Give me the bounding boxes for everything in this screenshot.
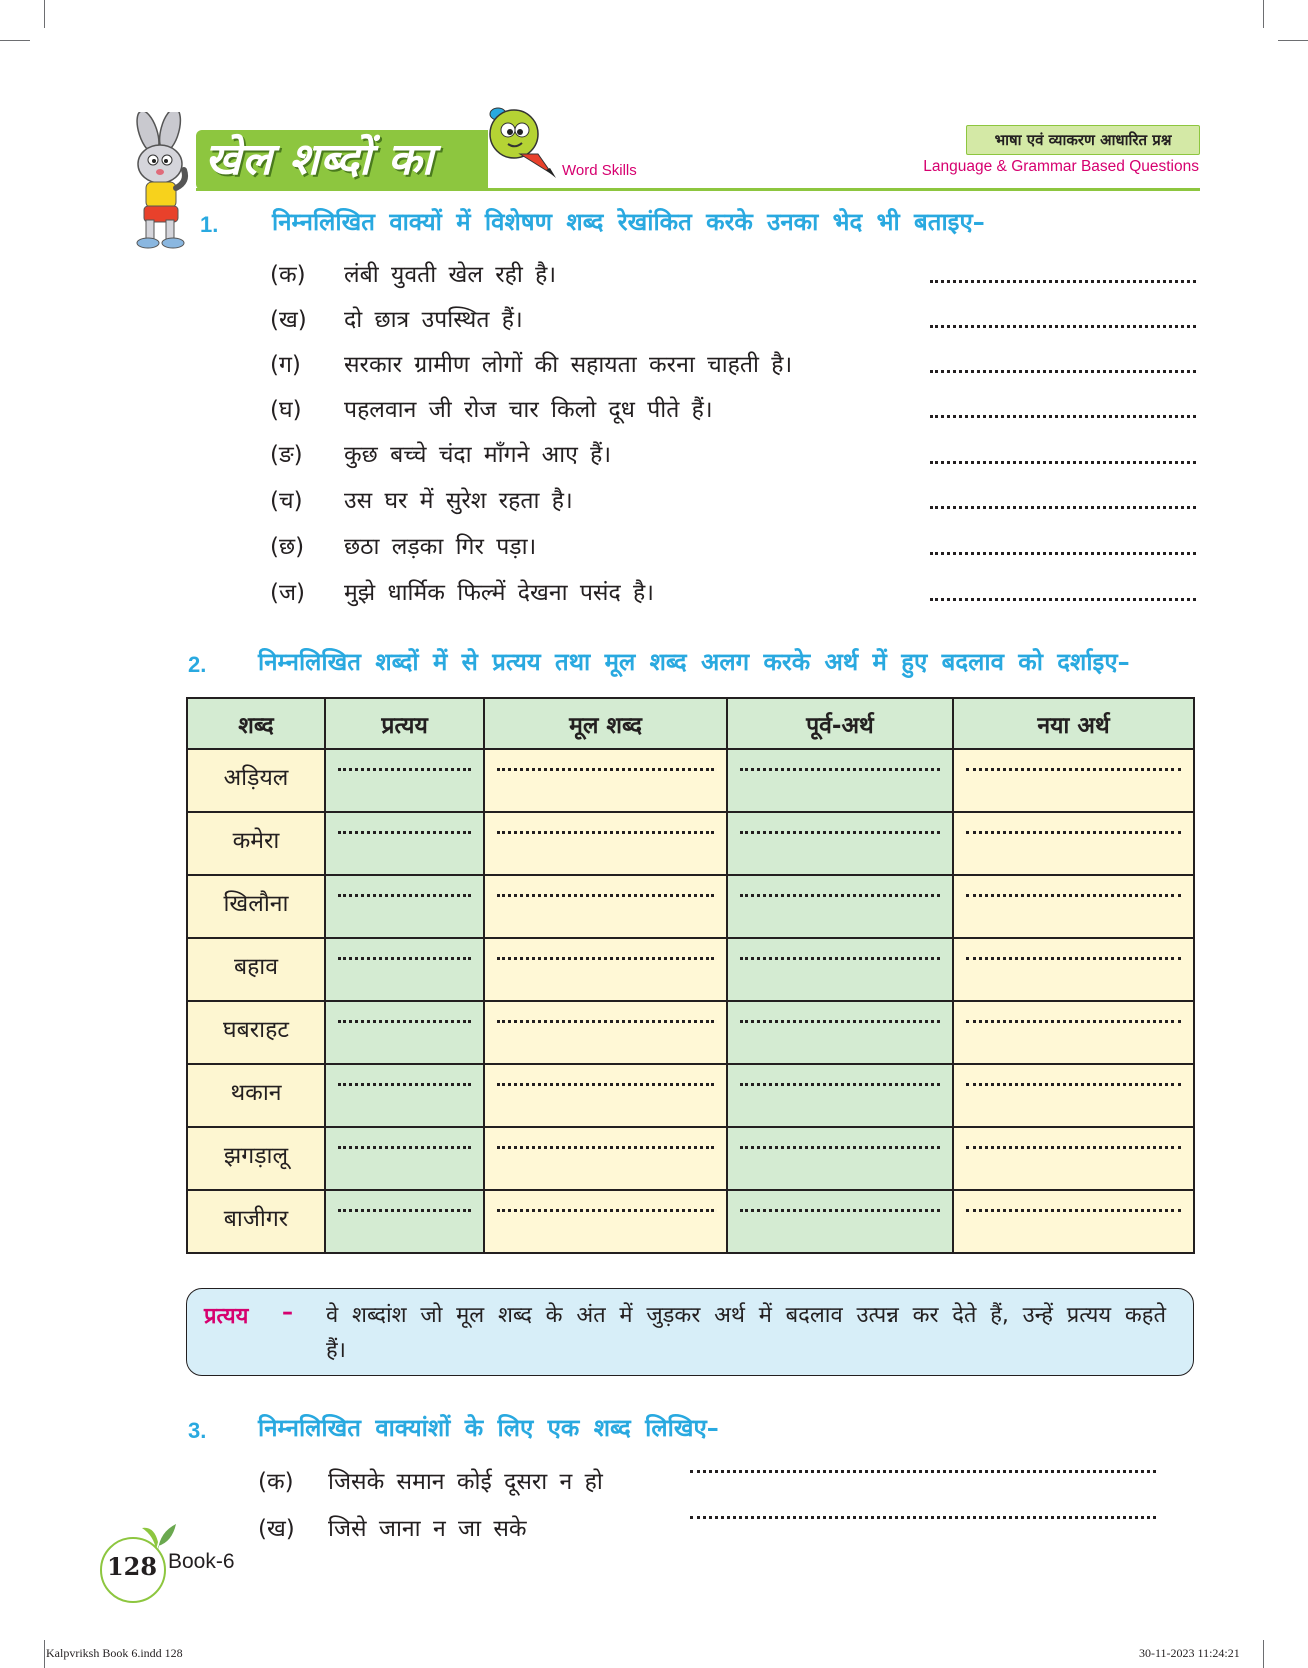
q1-item-text: दो छात्र उपस्थित हैं। <box>344 307 523 333</box>
answer-line <box>740 1020 940 1023</box>
q1-item-text: पहलवान जी रोज चार किलो दूध पीते हैं। <box>344 397 713 423</box>
q3-item-text: जिसके समान कोई दूसरा न हो <box>328 1469 603 1495</box>
q1-item-label: (घ) <box>270 397 302 423</box>
answer-cell[interactable] <box>484 812 727 875</box>
crop-mark <box>44 0 45 28</box>
answer-cell[interactable] <box>484 875 727 938</box>
answer-line[interactable] <box>930 280 1196 283</box>
definition-dash: – <box>282 1300 293 1325</box>
answer-cell[interactable] <box>727 749 953 812</box>
answer-line <box>740 1083 940 1086</box>
answer-line <box>338 768 471 771</box>
word-cell: थकान <box>187 1064 325 1127</box>
answer-line <box>740 831 940 834</box>
table-row <box>187 1190 1194 1253</box>
page-number: 128 <box>106 1552 158 1581</box>
answer-cell[interactable] <box>727 1127 953 1190</box>
q1-item-text: सरकार ग्रामीण लोगों की सहायता करना चाहती है। <box>344 352 793 378</box>
table-row <box>187 812 1194 875</box>
answer-cell[interactable] <box>484 1127 727 1190</box>
answer-line <box>497 1209 714 1212</box>
answer-line <box>966 957 1181 960</box>
table-row <box>187 1064 1194 1127</box>
answer-cell[interactable] <box>325 812 484 875</box>
q1-item-label: (क) <box>270 262 306 288</box>
table-row <box>187 938 1194 1001</box>
answer-cell[interactable] <box>325 1064 484 1127</box>
pencil-mascot-icon <box>480 102 562 182</box>
answer-line <box>966 1020 1181 1023</box>
answer-line <box>497 1020 714 1023</box>
col-header: पूर्व-अर्थ <box>727 698 953 749</box>
answer-line[interactable] <box>930 506 1196 509</box>
answer-line <box>740 894 940 897</box>
q3-number: 3. <box>188 1418 207 1443</box>
header-rule <box>196 188 1200 191</box>
rabbit-mascot-icon <box>118 112 208 252</box>
col-header: शब्द <box>187 698 325 749</box>
answer-cell[interactable] <box>727 812 953 875</box>
answer-line <box>740 957 940 960</box>
answer-cell[interactable] <box>325 1001 484 1064</box>
answer-cell[interactable] <box>325 875 484 938</box>
answer-cell[interactable] <box>727 875 953 938</box>
answer-line[interactable] <box>690 1470 1156 1473</box>
answer-cell[interactable] <box>325 938 484 1001</box>
answer-line <box>966 894 1181 897</box>
definition-term: प्रत्यय <box>204 1304 249 1329</box>
crop-mark <box>1263 0 1264 28</box>
answer-cell[interactable] <box>727 1001 953 1064</box>
q3-instruction: निम्नलिखित वाक्यांशों के लिए एक शब्द लिखिए– <box>258 1414 719 1442</box>
word-cell: अड़ियल <box>187 749 325 812</box>
crop-mark <box>1278 40 1308 41</box>
answer-cell[interactable] <box>953 875 1194 938</box>
answer-cell[interactable] <box>953 1064 1194 1127</box>
answer-line <box>740 768 940 771</box>
answer-line <box>740 1146 940 1149</box>
answer-line <box>497 894 714 897</box>
file-slug: Kalpvriksh Book 6.indd 128 <box>46 1646 183 1660</box>
answer-line <box>338 1146 471 1149</box>
word-cell: कमेरा <box>187 812 325 875</box>
table-row <box>187 749 1194 812</box>
answer-line <box>966 1209 1181 1212</box>
answer-cell[interactable] <box>325 749 484 812</box>
q3-item-text: जिसे जाना न जा सके <box>328 1516 527 1542</box>
answer-line[interactable] <box>930 415 1196 418</box>
answer-line <box>740 1209 940 1212</box>
answer-cell[interactable] <box>484 938 727 1001</box>
answer-line <box>338 1209 471 1212</box>
q1-item-label: (ङ) <box>270 442 303 468</box>
crop-mark <box>44 1640 45 1668</box>
word-cell: खिलौना <box>187 875 325 938</box>
q1-item-label: (ख) <box>270 307 307 333</box>
answer-line[interactable] <box>690 1516 1156 1519</box>
q1-item-text: छठा लड़का गिर पड़ा। <box>344 534 537 560</box>
q2-number: 2. <box>188 652 207 677</box>
word-cell: बहाव <box>187 938 325 1001</box>
answer-line <box>966 1146 1181 1149</box>
answer-line <box>338 831 471 834</box>
book-label: Book-6 <box>168 1550 235 1573</box>
answer-cell[interactable] <box>727 938 953 1001</box>
answer-cell[interactable] <box>325 1127 484 1190</box>
answer-line <box>966 1083 1181 1086</box>
datetime-slug: 30-11-2023 11:24:21 <box>1139 1646 1240 1660</box>
answer-cell[interactable] <box>484 749 727 812</box>
answer-line <box>497 831 714 834</box>
q3-item-label: (ख) <box>258 1516 295 1542</box>
answer-line[interactable] <box>930 325 1196 328</box>
answer-cell[interactable] <box>953 1001 1194 1064</box>
table-header-row <box>187 698 1194 749</box>
section-tag-hindi: भाषा एवं व्याकरण आधारित प्रश्न <box>966 125 1200 155</box>
suffix-table <box>186 697 1195 1254</box>
answer-line[interactable] <box>930 461 1196 464</box>
table-row <box>187 875 1194 938</box>
answer-line[interactable] <box>930 598 1196 601</box>
table-row <box>187 1001 1194 1064</box>
q1-number: 1. <box>200 212 219 237</box>
q1-item-label: (च) <box>270 488 303 514</box>
table-row <box>187 1127 1194 1190</box>
answer-line <box>497 1083 714 1086</box>
answer-line <box>338 894 471 897</box>
word-cell: बाजीगर <box>187 1190 325 1253</box>
answer-line <box>338 1083 471 1086</box>
q1-instruction: निम्नलिखित वाक्यों में विशेषण शब्द रेखांकित करके उनका भेद भी बताइए– <box>272 208 985 236</box>
q1-item-text: उस घर में सुरेश रहता है। <box>344 488 573 514</box>
answer-line[interactable] <box>930 370 1196 373</box>
q1-item-text: कुछ बच्चे चंदा माँगने आए हैं। <box>344 442 612 468</box>
answer-cell[interactable] <box>953 812 1194 875</box>
answer-cell[interactable] <box>953 749 1194 812</box>
answer-cell[interactable] <box>484 1001 727 1064</box>
page-title: खेल शब्दों का <box>205 134 434 185</box>
answer-cell[interactable] <box>953 938 1194 1001</box>
answer-line <box>497 1146 714 1149</box>
q1-item-label: (छ) <box>270 534 305 560</box>
answer-line <box>338 957 471 960</box>
col-header: मूल शब्द <box>484 698 727 749</box>
answer-cell[interactable] <box>484 1190 727 1253</box>
answer-cell[interactable] <box>325 1190 484 1253</box>
word-skills-label: Word Skills <box>562 162 637 179</box>
q1-item-text: लंबी युवती खेल रही है। <box>344 262 557 288</box>
answer-cell[interactable] <box>484 1064 727 1127</box>
answer-line <box>497 768 714 771</box>
answer-line[interactable] <box>930 552 1196 555</box>
word-cell: घबराहट <box>187 1001 325 1064</box>
q1-item-text: मुझे धार्मिक फिल्में देखना पसंद है। <box>344 580 654 606</box>
answer-cell[interactable] <box>953 1190 1194 1253</box>
section-tag-english: Language & Grammar Based Questions <box>923 158 1199 175</box>
answer-line <box>497 957 714 960</box>
answer-cell[interactable] <box>953 1127 1194 1190</box>
answer-line <box>338 1020 471 1023</box>
col-header: नया अर्थ <box>953 698 1194 749</box>
q1-item-label: (ज) <box>270 580 306 606</box>
q2-instruction: निम्नलिखित शब्दों में से प्रत्यय तथा मूल शब्द अलग करके अर्थ में हुए बदलाव को दर्शाइए– <box>258 648 1130 676</box>
word-cell: झगड़ालू <box>187 1127 325 1190</box>
answer-cell[interactable] <box>727 1190 953 1253</box>
col-header: प्रत्यय <box>325 698 484 749</box>
definition-text: वे शब्दांश जो मूल शब्द के अंत में जुड़कर अर्थ में बदलाव उत्पन्न कर देते हैं, उन्हें प्रत्यय कहते हैं। <box>326 1303 1166 1363</box>
crop-mark <box>1263 1640 1264 1668</box>
answer-line <box>966 768 1181 771</box>
answer-cell[interactable] <box>727 1064 953 1127</box>
q3-item-label: (क) <box>258 1469 294 1495</box>
answer-line <box>966 831 1181 834</box>
crop-mark <box>0 40 30 41</box>
q1-item-label: (ग) <box>270 352 301 378</box>
